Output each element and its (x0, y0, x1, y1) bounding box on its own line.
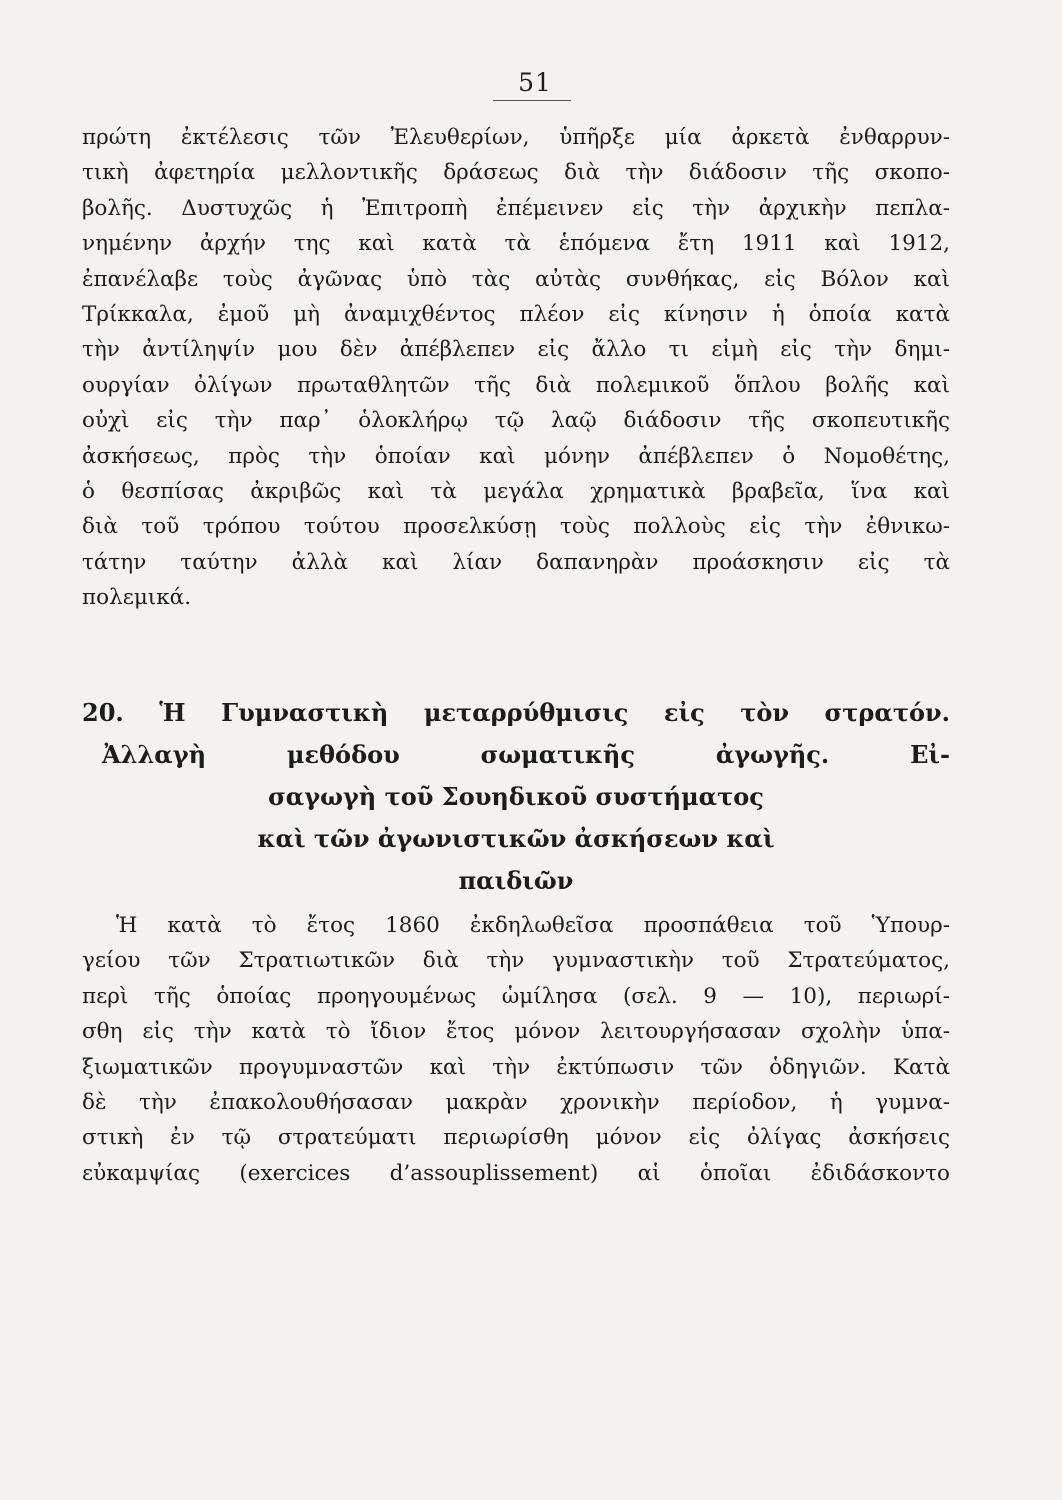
heading-line: Ἀλλαγὴ μεθόδου σωματικῆς ἀγωγῆς. Εἰ- (102, 740, 950, 769)
text-line: βολῆς. Δυστυχῶς ἡ Ἐπιτροπὴ ἐπέμεινεν εἰς τὴν ἀρχικὴν πεπλα- (82, 195, 950, 221)
page-number: 51 (518, 68, 552, 97)
heading-line: σαγωγὴ τοῦ Σουηδικοῦ συστήματος (268, 782, 764, 811)
text-line: τὴν ἀντίληψίν μου δὲν ἀπέβλεπεν εἰς ἄλλο τι εἰμὴ εἰς τὴν δημι- (82, 337, 950, 363)
page-number-rule (493, 100, 571, 101)
heading-line (82, 692, 950, 734)
text-line: ουργίαν ὀλίγων πρωταθλητῶν τῆς διὰ πολεμικοῦ ὅπλου βολῆς καὶ (82, 372, 950, 398)
text-line: διὰ τοῦ τρόπου τούτου προσελκύσῃ τοὺς πολλοὺς εἰς τὴν ἐθνικω- (82, 514, 950, 540)
heading-line: παιδιῶν (458, 866, 574, 895)
text-line: ἐπανέλαβε τοὺς ἀγῶνας ὑπὸ τὰς αὐτὰς συνθήκας, εἰς Βόλον καὶ (82, 266, 950, 292)
paragraph-2 (82, 908, 950, 1191)
text-line: νημένην ἀρχήν της καὶ κατὰ τὰ ἑπόμενα ἔτη 1911 καὶ 1912, (82, 231, 950, 257)
section-number: 20. (82, 698, 124, 727)
text-line: γείου τῶν Στρατιωτικῶν διὰ τὴν γυμναστικὴν τοῦ Στρατεύματος, (82, 948, 950, 974)
text-line: Τρίκκαλα, ἐμοῦ μὴ ἀναμιχθέντος πλέον εἰς κίνησιν ἡ ὁποία κατὰ (82, 302, 950, 328)
text-line: εὐκαμψίας (exercices d’assouplissement) αἱ ὁποῖαι ἐδιδάσκοντο (82, 1160, 950, 1186)
text-line: περὶ τῆς ὁποίας προηγουμένως ὡμίλησα (σελ. 9 — 10), περιωρί- (82, 983, 950, 1009)
text-line: οὐχὶ εἰς τὴν παρ᾽ ὁλοκλήρῳ τῷ λαῷ διάδοσιν τῆς σκοπευτικῆς (82, 408, 950, 434)
text-line: τικὴ ἀφετηρία μελλοντικῆς δράσεως διὰ τὴν διάδοσιν τῆς σκοπο- (82, 160, 950, 186)
text-line: πολεμικά. (82, 585, 192, 611)
text-line: πρώτη ἐκτέλεσις τῶν Ἐλευθερίων, ὑπῆρξε μία ἀρκετὰ ἐνθαρρυν- (82, 125, 950, 150)
text-line: ὁ θεσπίσας ἀκριβῶς καὶ τὰ μεγάλα χρηματικὰ βραβεῖα, ἵνα καὶ (82, 479, 950, 505)
text-line: τάτην ταύτην ἀλλὰ καὶ λίαν δαπανηρὰν προάσκησιν εἰς τὰ (82, 549, 950, 575)
heading-line: καὶ τῶν ἀγωνιστικῶν ἀσκήσεων καὶ (257, 824, 775, 853)
text-line: δὲ τὴν ἐπακολουθήσασαν μακρὰν χρονικὴν περίοδον, ἡ γυμνα- (82, 1090, 950, 1116)
text-line: σθη εἰς τὴν κατὰ τὸ ἴδιον ἔτος μόνον λειτουργήσασαν σχολὴν ὑπα- (82, 1019, 950, 1045)
text-line: στικὴ ἐν τῷ στρατεύματι περιωρίσθη μόνον εἰς ὀλίγας ἀσκήσεις (82, 1125, 950, 1151)
paragraph-1 (82, 120, 950, 616)
text-line: Ἡ κατὰ τὸ ἔτος 1860 ἐκδηλωθεῖσα προσπάθεια τοῦ Ὑπουρ- (116, 913, 950, 938)
text-line: ξιωματικῶν προγυμναστῶν καὶ τὴν ἐκτύπωσιν τῶν ὁδηγιῶν. Κατὰ (82, 1054, 950, 1080)
section-heading (82, 692, 950, 902)
text-line: ἀσκήσεως, πρὸς τὴν ὁποίαν καὶ μόνην ἀπέβλεπεν ὁ Νομοθέτης, (82, 443, 950, 469)
heading-line-text: Ἡ Γυμναστικὴ μεταρρύθμισις εἰς τὸν στρατόν. (159, 698, 950, 727)
